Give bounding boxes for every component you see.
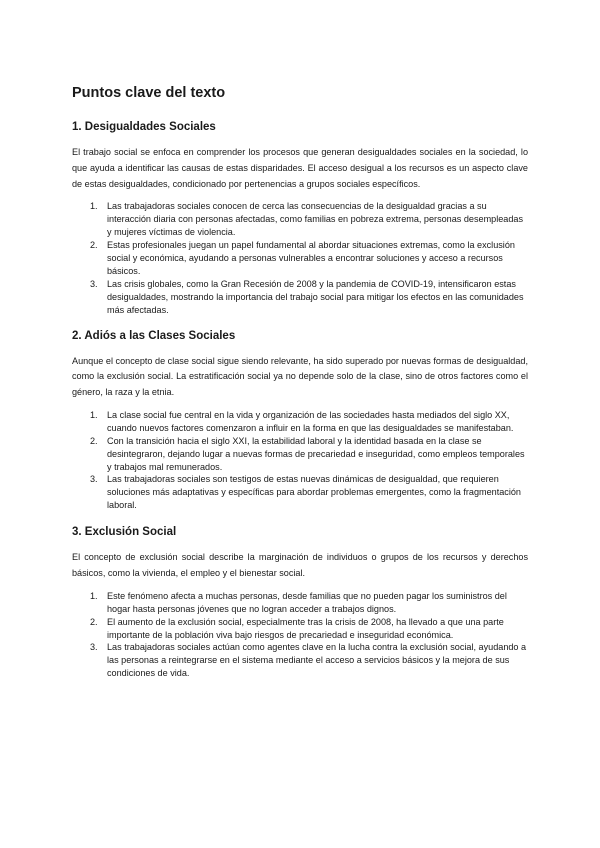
list-item <box>72 616 528 642</box>
section-exclusion-social <box>72 525 528 680</box>
list-item <box>72 409 528 435</box>
list-item-text: Con la transición hacia el siglo XXI, la estabilidad laboral y la identidad basada en la clase se desintegraron, dejando lugar a nuevas formas de precariedad e inseguridad, como empleos temporales y trabajos mal remunerados. <box>107 435 525 472</box>
list-item-text: Estas profesionales juegan un papel fundamental al abordar situaciones extremas, como la exclusión social y económica, ayudando a personas vulnerables a encontrar soluciones y acceso a recursos básicos. <box>107 240 515 276</box>
list-item <box>72 278 528 317</box>
section-desigualdades-sociales <box>72 120 528 317</box>
list-item <box>72 435 528 474</box>
list-item-number: 2. <box>90 616 98 627</box>
list-item-number: 3. <box>90 474 98 485</box>
list-item <box>72 641 528 680</box>
numbered-list <box>72 590 528 680</box>
document-title: Puntos clave del texto <box>72 85 226 101</box>
section-heading: 3. Exclusión Social <box>72 526 177 539</box>
list-item-text: La clase social fue central en la vida y organización de las sociedades hasta mediados del siglo XX, cuando nuevos factores comenzaron a influir en la forma en que las desigualdades se manifestaban. <box>107 409 514 433</box>
section-paragraph: El trabajo social se enfoca en comprender los procesos que generan desigualdades sociales en la sociedad, lo que ayuda a identificar las causas de estas disparidades. El acceso desigual a los recursos es un aspecto clave de estas desigualdades, condicionado por pertenencias a grupos sociales específicos. <box>72 147 528 189</box>
section-paragraph: Aunque el concepto de clase social sigue siendo relevante, ha sido superado por nuevas formas de desigualdad, como la exclusión social. La estratificación social ya no depende solo de la clase, sino de otros factores como el género, la raza y la etnia. <box>72 355 528 398</box>
numbered-list <box>72 200 528 316</box>
list-item-text: Las trabajadoras sociales conocen de cerca las consecuencias de la desigualdad gracias a su interacción diaria con personas afectadas, como familias en pobreza extrema, personas desempleadas y mujeres víctimas de violencia. <box>107 201 524 238</box>
list-item-text: Las trabajadoras sociales son testigos de estas nuevas dinámicas de desigualdad, que requieren soluciones más adaptativas y específicas para abordar problemas emergentes, como la fragmentación laboral. <box>107 474 521 511</box>
list-item-number: 2. <box>90 240 98 251</box>
list-item-text: Las crisis globales, como la Gran Recesión de 2008 y la pandemia de COVID-19, intensificaron estas desigualdades, mostrando la importancia del trabajo social para mitigar los efectos en las comunidades más afectadas. <box>107 278 524 315</box>
document-page <box>72 84 528 680</box>
list-item-text: El aumento de la exclusión social, especialmente tras la crisis de 2008, ha llevado a que una parte importante de la población viva bajo riesgos de precariedad e inseguridad económica. <box>107 616 504 640</box>
list-item-number: 2. <box>90 435 98 446</box>
list-item <box>72 200 528 239</box>
list-item <box>72 239 528 278</box>
list-item-number: 1. <box>90 590 98 601</box>
list-item-number: 1. <box>90 409 98 420</box>
list-item-number: 3. <box>90 642 98 653</box>
section-heading: 1. Desigualdades Sociales <box>72 121 216 133</box>
list-item <box>72 590 528 616</box>
section-heading: 2. Adiós a las Clases Sociales <box>72 329 236 342</box>
list-item-text: Las trabajadoras sociales actúan como agentes clave en la lucha contra la exclusión social, ayudando a las personas a reintegrarse en el sistema mediante el acceso a servicios básicos y la mejora de sus condiciones de vida. <box>107 642 527 679</box>
section-adios-clases-sociales <box>72 329 528 513</box>
numbered-list <box>72 409 528 512</box>
list-item-number: 3. <box>90 278 98 289</box>
list-item-number: 1. <box>90 201 98 212</box>
section-paragraph: El concepto de exclusión social describe la marginación de individuos o grupos de los recursos y derechos básicos, como la vivienda, el empleo y el bienestar social. <box>72 552 528 578</box>
list-item <box>72 473 528 512</box>
list-item-text: Este fenómeno afecta a muchas personas, desde familias que no pueden pagar los suministros del hogar hasta personas jóvenes que no logran acceder a trabajos dignos. <box>107 590 507 614</box>
